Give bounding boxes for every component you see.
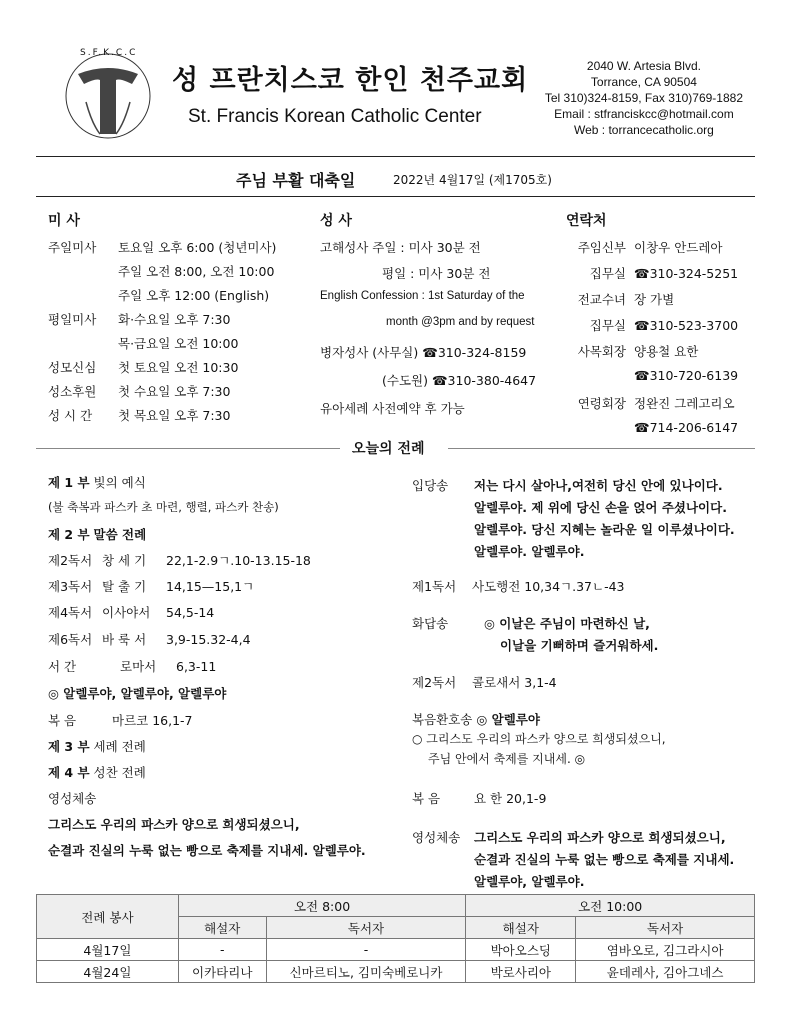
sacraments-heading: 성 사	[320, 213, 352, 229]
parish-title-ko: 성 프란치스코 한인 천주교회	[172, 65, 529, 96]
contact-row: ☎310-720-6139	[634, 368, 739, 383]
second-reading-row: 제2독서 콜로새서 3,1-4	[412, 675, 557, 690]
svg-text:✝: ✝	[92, 109, 99, 118]
address-line1: 2040 W. Artesia Blvd.	[586, 59, 701, 73]
mass-time-header: 오전 8:00	[178, 895, 466, 917]
psalm-label: 화답송	[412, 616, 449, 631]
mass-heading: 미 사	[48, 213, 80, 229]
row-cell: 박로사리아	[466, 961, 576, 983]
part1-row: 제 1 부 빛의 예식	[48, 475, 146, 490]
communion-label-right: 영성체송	[412, 830, 461, 845]
english-confession-1: English Confession : 1st Saturday of the	[320, 290, 525, 302]
contact-row: 사목회장 양용철 요한	[577, 344, 699, 359]
table-row	[37, 961, 755, 983]
logo-text: S.F.K.C.C	[80, 48, 138, 58]
communion-line-right: 순결과 진실의 누룩 없는 빵으로 축제를 지내세.	[474, 852, 735, 867]
occasion-divider	[36, 196, 755, 197]
acclamation-line: 주님 안에서 축제를 지내세. ◎	[428, 752, 586, 766]
row-cell: 염바오로, 김그라시아	[576, 939, 755, 961]
contact-row: ☎714-206-6147	[634, 420, 739, 435]
table-header-row	[37, 895, 755, 917]
psalm-line: 이날을 기뻐하며 즐거워하세.	[500, 638, 659, 653]
contact-block	[545, 58, 743, 138]
communion-line-right: 그리스도 우리의 파스카 양으로 희생되셨으니,	[474, 830, 726, 845]
service-schedule-table	[36, 894, 755, 983]
table-row	[37, 939, 755, 961]
anointing-monastery: (수도원) ☎310-380-4647	[382, 373, 537, 388]
occasion-title: 주님 부활 대축일	[236, 171, 356, 190]
row-cell: 윤데레사, 김아그네스	[576, 961, 755, 983]
confession-sunday: 고해성사 주일 : 미사 30분 전	[320, 240, 481, 255]
part2-row: 제 2 부 말씀 전례	[48, 527, 147, 542]
first-reading-row: 제1독서 사도행전 10,34ㄱ.37ㄴ-43	[412, 579, 625, 594]
row-cell: 신마르티노, 김미숙베로니카	[266, 961, 466, 983]
reading-row: 제2독서 창 세 기 22,1-2.9ㄱ.10-13.15-18	[48, 553, 311, 568]
col-reader: 독서자	[576, 917, 755, 939]
contact-row: 전교수녀 장 가별	[577, 292, 675, 307]
contact-row: 연령회장 정완진 그레고리오	[577, 396, 735, 411]
liturgy-divider-left	[36, 448, 340, 449]
alleluia: ◎ 알렐루야, 알렐루야, 알렐루야	[48, 686, 227, 701]
mass-row: 평일미사 화·수요일 오후 7:30	[48, 312, 231, 327]
acclamation-line: ○ 그리스도 우리의 파스카 양으로 희생되셨으니,	[412, 732, 666, 746]
gospel-row: 복 음 마르코 16,1-7	[48, 713, 193, 728]
phone-fax: Tel 310)324-8159, Fax 310)769-1882	[544, 91, 743, 105]
website: Web : torrancecatholic.org	[574, 123, 714, 137]
liturgy-divider-right	[448, 448, 755, 449]
confession-weekday: 평일 : 미사 30분 전	[382, 266, 491, 281]
row-date: 4월24일	[37, 961, 179, 983]
mass-row: 성 시 간 첫 목요일 오후 7:30	[48, 408, 231, 423]
entrance-line: 알렐루야. 당신 지혜는 놀라운 일 이루셨나이다.	[474, 522, 735, 537]
mass-row: 주일미사 토요일 오후 6:00 (청년미사)	[48, 240, 277, 255]
email: Email : stfranciskcc@hotmail.com	[554, 107, 734, 121]
reading-row: 제4독서 이사야서 54,5-14	[48, 605, 215, 620]
row-cell: -	[178, 939, 266, 961]
communion-line: 그리스도 우리의 파스카 양으로 희생되셨으니,	[48, 817, 300, 832]
gospel-row-right: 복 음 요 한 20,1-9	[412, 791, 547, 806]
row-cell: -	[266, 939, 466, 961]
anointing-office: 병자성사 (사무실) ☎310-324-8159	[320, 345, 527, 360]
mass-row: 성소후원 첫 수요일 오후 7:30	[48, 384, 231, 399]
epistle-row: 서 간 로마서 6,3-11	[48, 659, 217, 674]
mass-time-header: 오전 10:00	[466, 895, 755, 917]
entrance-label: 입당송	[412, 478, 449, 493]
svg-text:✝: ✝	[119, 109, 126, 118]
entrance-line: 저는 다시 살아나,여전히 당신 안에 있나이다.	[474, 478, 723, 493]
contact-row: 집무실 ☎310-324-5251	[589, 266, 739, 281]
col-reader: 독서자	[266, 917, 466, 939]
row-cell: 이카타리나	[178, 961, 266, 983]
schedule-title: 전례 봉사	[37, 895, 179, 939]
communion-line: 순결과 진실의 누룩 없는 빵으로 축제를 지내세. 알렐루야.	[48, 843, 366, 858]
col-commentator: 해설자	[178, 917, 266, 939]
part3-row: 제 3 부 세례 전례	[48, 739, 146, 754]
parish-logo	[62, 44, 154, 148]
reading-row: 제3독서 탈 출 기 14,15—15,1ㄱ	[48, 579, 255, 594]
row-date: 4월17일	[37, 939, 179, 961]
contact-row: 주임신부 이창우 안드레아	[577, 240, 723, 255]
mass-row: 주일 오후 12:00 (English)	[118, 288, 270, 303]
header-divider	[36, 156, 755, 157]
contacts-heading: 연락처	[566, 213, 607, 229]
english-confession-2: month @3pm and by request	[386, 316, 535, 328]
contact-row: 집무실 ☎310-523-3700	[589, 318, 739, 333]
reading-row: 제6독서 바 룩 서 3,9-15.32-4,4	[48, 632, 251, 647]
psalm-line: ◎ 이날은 주님이 마련하신 날,	[484, 616, 650, 631]
parish-title-en: St. Francis Korean Catholic Center	[188, 106, 482, 127]
mass-row: 성모신심 첫 토요일 오전 10:30	[48, 360, 239, 375]
address-line2: Torrance, CA 90504	[590, 75, 697, 89]
occasion-date: 2022년 4월17일 (제1705호)	[393, 173, 552, 187]
col-commentator: 해설자	[466, 917, 576, 939]
liturgy-title: 오늘의 전례	[352, 441, 425, 457]
acclamation-row: 복음환호송 ◎ 알렐루야	[412, 712, 540, 727]
mass-row: 목·금요일 오전 10:00	[118, 336, 239, 351]
entrance-line: 알렐루야. 알렐루야.	[474, 544, 585, 559]
infant-baptism: 유아세례 사전예약 후 가능	[320, 401, 465, 416]
part4-row: 제 4 부 성찬 전례	[48, 765, 146, 780]
mass-row: 주일 오전 8:00, 오전 10:00	[118, 264, 275, 279]
row-cell: 박아오스딩	[466, 939, 576, 961]
communion-label: 영성체송	[48, 791, 97, 806]
entrance-line: 알렐루야. 제 위에 당신 손을 얹어 주셨나이다.	[474, 500, 727, 515]
communion-line-right: 알렐루야, 알렐루야.	[474, 874, 585, 889]
part1-note: (불 축복과 파스카 초 마련, 행렬, 파스카 찬송)	[48, 500, 279, 514]
